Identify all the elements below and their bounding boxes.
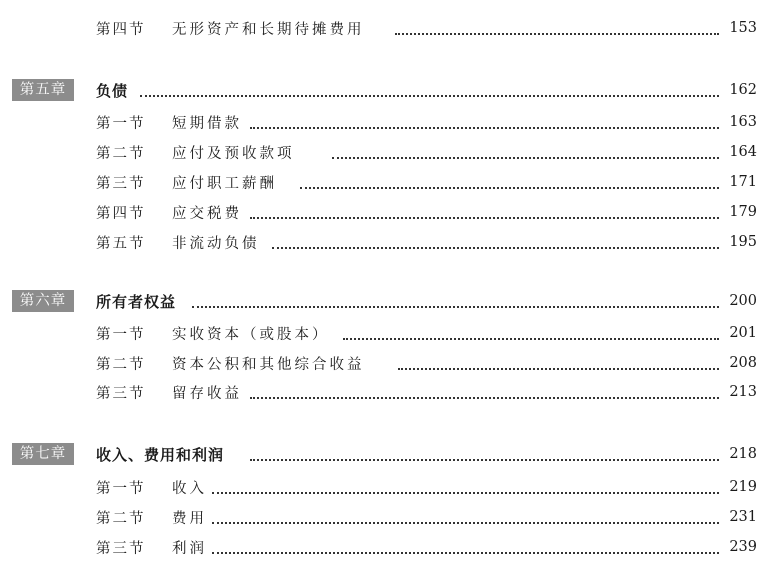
section-title: 非流动负债 [172, 232, 264, 253]
section-title: 短期借款 [172, 112, 246, 133]
chapter-title: 负债 [96, 80, 132, 101]
page-number: 163 [721, 114, 757, 130]
toc-section-row[interactable] [0, 378, 773, 406]
section-title: 应交税费 [172, 202, 246, 223]
section-label: 第四节 [96, 205, 146, 222]
section-title: 费用 [172, 507, 211, 528]
toc-section-row[interactable] [0, 108, 773, 136]
toc-section-row[interactable] [0, 198, 773, 226]
chapter-title: 收入、费用和利润 [96, 444, 228, 465]
section-label: 第一节 [96, 115, 146, 132]
page-number: 195 [721, 234, 757, 250]
page-number: 208 [721, 355, 757, 371]
toc-section-row[interactable] [0, 168, 773, 196]
dot-leader [212, 490, 719, 494]
dot-leader [332, 155, 719, 159]
toc-section-row[interactable] [0, 14, 773, 42]
section-title: 应付及预收款项 [172, 142, 299, 163]
section-label: 第三节 [96, 385, 146, 402]
section-title: 收入 [172, 477, 211, 498]
section-label: 第二节 [96, 145, 146, 162]
toc-chapter-row[interactable] [0, 440, 773, 468]
section-title: 无形资产和长期待摊费用 [172, 18, 369, 39]
page-number: 231 [721, 509, 757, 525]
dot-leader [250, 215, 719, 219]
toc-section-row[interactable] [0, 503, 773, 531]
section-label: 第三节 [96, 540, 146, 557]
section-title: 利润 [172, 537, 211, 558]
dot-leader [343, 336, 719, 340]
page-number: 219 [721, 479, 757, 495]
toc-section-row[interactable] [0, 138, 773, 166]
section-label: 第二节 [96, 356, 146, 373]
dot-leader [212, 550, 719, 554]
toc-section-row[interactable] [0, 473, 773, 501]
section-label: 第一节 [96, 326, 146, 343]
toc-section-row[interactable] [0, 533, 773, 561]
section-label: 第二节 [96, 510, 146, 527]
page-number: 201 [721, 325, 757, 341]
chapter-title: 所有者权益 [96, 291, 180, 312]
chapter-badge: 第五章 [12, 79, 74, 101]
toc-chapter-row[interactable] [0, 76, 773, 104]
page-number: 179 [721, 204, 757, 220]
section-label: 第五节 [96, 235, 146, 252]
section-label: 第一节 [96, 480, 146, 497]
section-title: 应付职工薪酬 [172, 172, 281, 193]
dot-leader [250, 457, 719, 461]
dot-leader [140, 93, 719, 97]
page-number: 171 [721, 174, 757, 190]
toc-section-row[interactable] [0, 228, 773, 256]
page-number: 162 [721, 82, 757, 98]
page-number: 200 [721, 293, 757, 309]
chapter-badge: 第六章 [12, 290, 74, 312]
section-title: 留存收益 [172, 382, 246, 403]
dot-leader [398, 366, 719, 370]
toc-section-row[interactable] [0, 319, 773, 347]
section-title: 实收资本（或股本） [172, 323, 334, 344]
dot-leader [300, 185, 719, 189]
toc-chapter-row[interactable] [0, 287, 773, 315]
dot-leader [272, 245, 719, 249]
dot-leader [192, 304, 719, 308]
section-title: 资本公积和其他综合收益 [172, 353, 369, 374]
page-number: 153 [721, 20, 757, 36]
page-number: 239 [721, 539, 757, 555]
toc-section-row[interactable] [0, 349, 773, 377]
section-label: 第三节 [96, 175, 146, 192]
chapter-badge: 第七章 [12, 443, 74, 465]
dot-leader [395, 31, 719, 35]
dot-leader [250, 395, 719, 399]
page-number: 164 [721, 144, 757, 160]
page-number: 218 [721, 446, 757, 462]
dot-leader [250, 125, 719, 129]
dot-leader [212, 520, 719, 524]
section-label: 第四节 [96, 21, 146, 38]
page-number: 213 [721, 384, 757, 400]
